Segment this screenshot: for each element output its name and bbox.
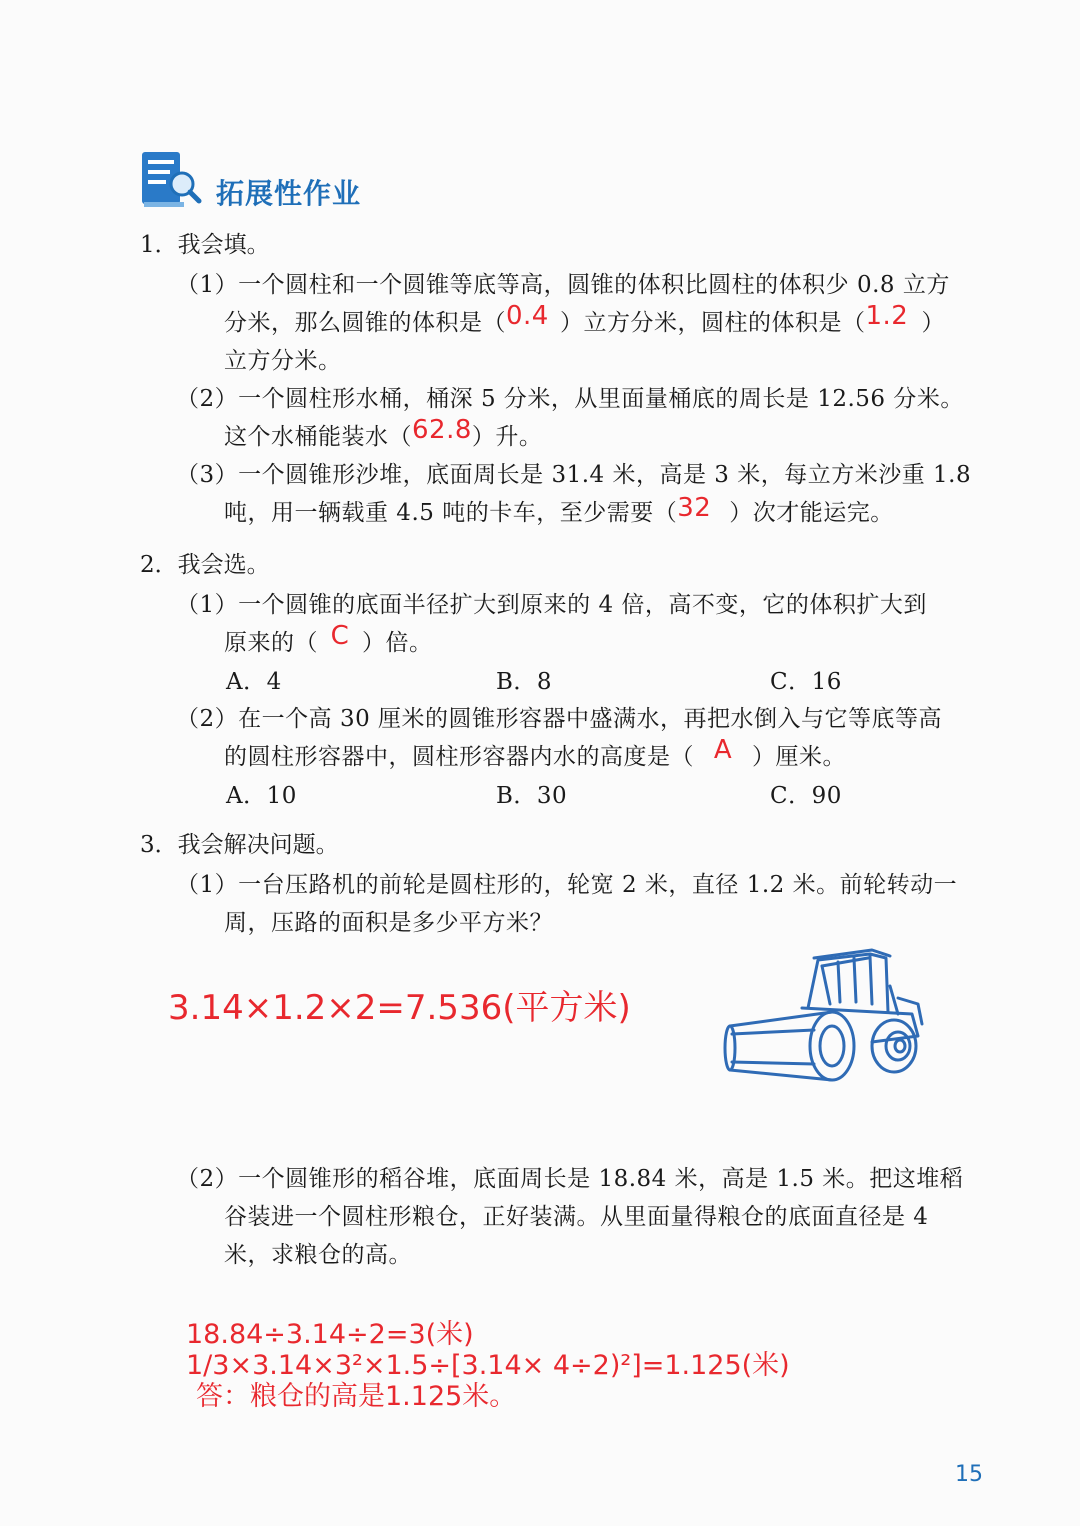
- q3-p1-work: 3.14×1.2×2=7.536(平方米): [168, 988, 631, 1028]
- q2-p2-text-a: 的圆柱形容器中，圆柱形容器内水的高度是（: [224, 744, 694, 770]
- q1-p2-line1: （2）一个圆柱形水桶，桶深 5 分米，从里面量桶底的周长是 12.56 分米。: [176, 386, 964, 412]
- q2-p1-option-b: B．8: [496, 669, 553, 695]
- q2-p2-text-b: ）厘米。: [752, 744, 846, 770]
- q1-p2-line2: [224, 415, 543, 451]
- q1-p2-answer: 62.8: [412, 415, 472, 445]
- q1-p3-text-a: 吨，用一辆载重 4.5 吨的卡车，至少需要（: [224, 500, 678, 526]
- q2-p2-line1: （2）在一个高 30 厘米的圆锥形容器中盛满水，再把水倒入与它等底等高: [176, 706, 943, 732]
- q2-p1-option-a: A．4: [226, 669, 282, 695]
- q1-p1-text-b: ）立方分米，圆柱的体积是（: [560, 310, 866, 336]
- q2-p1-line2: [224, 621, 433, 657]
- q1-p2-text-b: ）升。: [471, 424, 543, 450]
- q1-title: 1．我会填。: [140, 232, 270, 258]
- q1-p1-answer1: 0.4: [506, 301, 549, 331]
- q1-p3-line1: （3）一个圆锥形沙堆，底面周长是 31.4 米，高是 3 米，每立方米沙重 1.8: [176, 462, 972, 488]
- q1-p3-line2: [224, 494, 894, 527]
- page-number: 15: [955, 1462, 983, 1487]
- q1-p2-text-a: 这个水桶能装水（: [224, 424, 412, 450]
- q1-p1-text-a: 分米，那么圆锥的体积是（: [224, 310, 506, 336]
- q2-p1-line1: （1）一个圆锥的底面半径扩大到原来的 4 倍，高不变，它的体积扩大到: [176, 592, 927, 618]
- q3-p2-line3: 米，求粮仓的高。: [224, 1242, 412, 1268]
- q1-p3-text-b: ）次才能运完。: [729, 500, 894, 526]
- q3-p1-line2: 周，压路的面积是多少平方米？: [224, 910, 553, 936]
- section-title: 拓展性作业: [216, 177, 362, 210]
- q3-p2-work-line1: 18.84÷3.14÷2=3(米): [186, 1319, 474, 1350]
- q2-p1-answer: C: [330, 621, 350, 651]
- q1-p1-line3: 立方分米。: [224, 348, 342, 374]
- q2-p2-option-a: A．10: [226, 783, 297, 809]
- q2-p1-text-a: 原来的（: [224, 630, 318, 656]
- q3-p2-work-line2: 1/3×3.14×3²×1.5÷[3.14× 4÷2)²]=1.125(米): [186, 1350, 790, 1381]
- road-roller-illustration: [722, 946, 938, 1090]
- q3-p1-line1: （1）一台压路机的前轮是圆柱形的，轮宽 2 米，直径 1.2 米。前轮转动一: [176, 872, 958, 898]
- q3-p2-line1: （2）一个圆锥形的稻谷堆，底面周长是 18.84 米，高是 1.5 米。把这堆稻: [176, 1166, 964, 1192]
- q2-p2-option-b: B．30: [496, 783, 568, 809]
- q1-p1-answer2: 1.2: [865, 301, 909, 331]
- q2-p1-option-c: C．16: [770, 669, 842, 695]
- q3-p2-answer: 答：粮仓的高是1.125米。: [196, 1381, 517, 1412]
- q3-title: 3．我会解决问题。: [140, 832, 339, 858]
- q1-p1-text-c: ）: [921, 310, 945, 336]
- book-search-icon: [140, 148, 202, 210]
- q2-p2-answer: A: [713, 735, 733, 765]
- q2-p2-option-c: C．90: [770, 783, 842, 809]
- q1-p1-line1: （1）一个圆柱和一个圆锥等底等高，圆锥的体积比圆柱的体积少 0.8 立方: [176, 272, 950, 298]
- q2-p2-line2: [224, 735, 846, 771]
- q3-p2-line2: 谷装进一个圆柱形粮仓，正好装满。从里面量得粮仓的底面直径是 4: [224, 1204, 929, 1230]
- q2-title: 2．我会选。: [140, 552, 270, 578]
- q2-p1-text-b: ）倍。: [362, 630, 433, 656]
- q1-p1-line2: [224, 301, 945, 337]
- q1-p3-answer: 32: [677, 493, 712, 523]
